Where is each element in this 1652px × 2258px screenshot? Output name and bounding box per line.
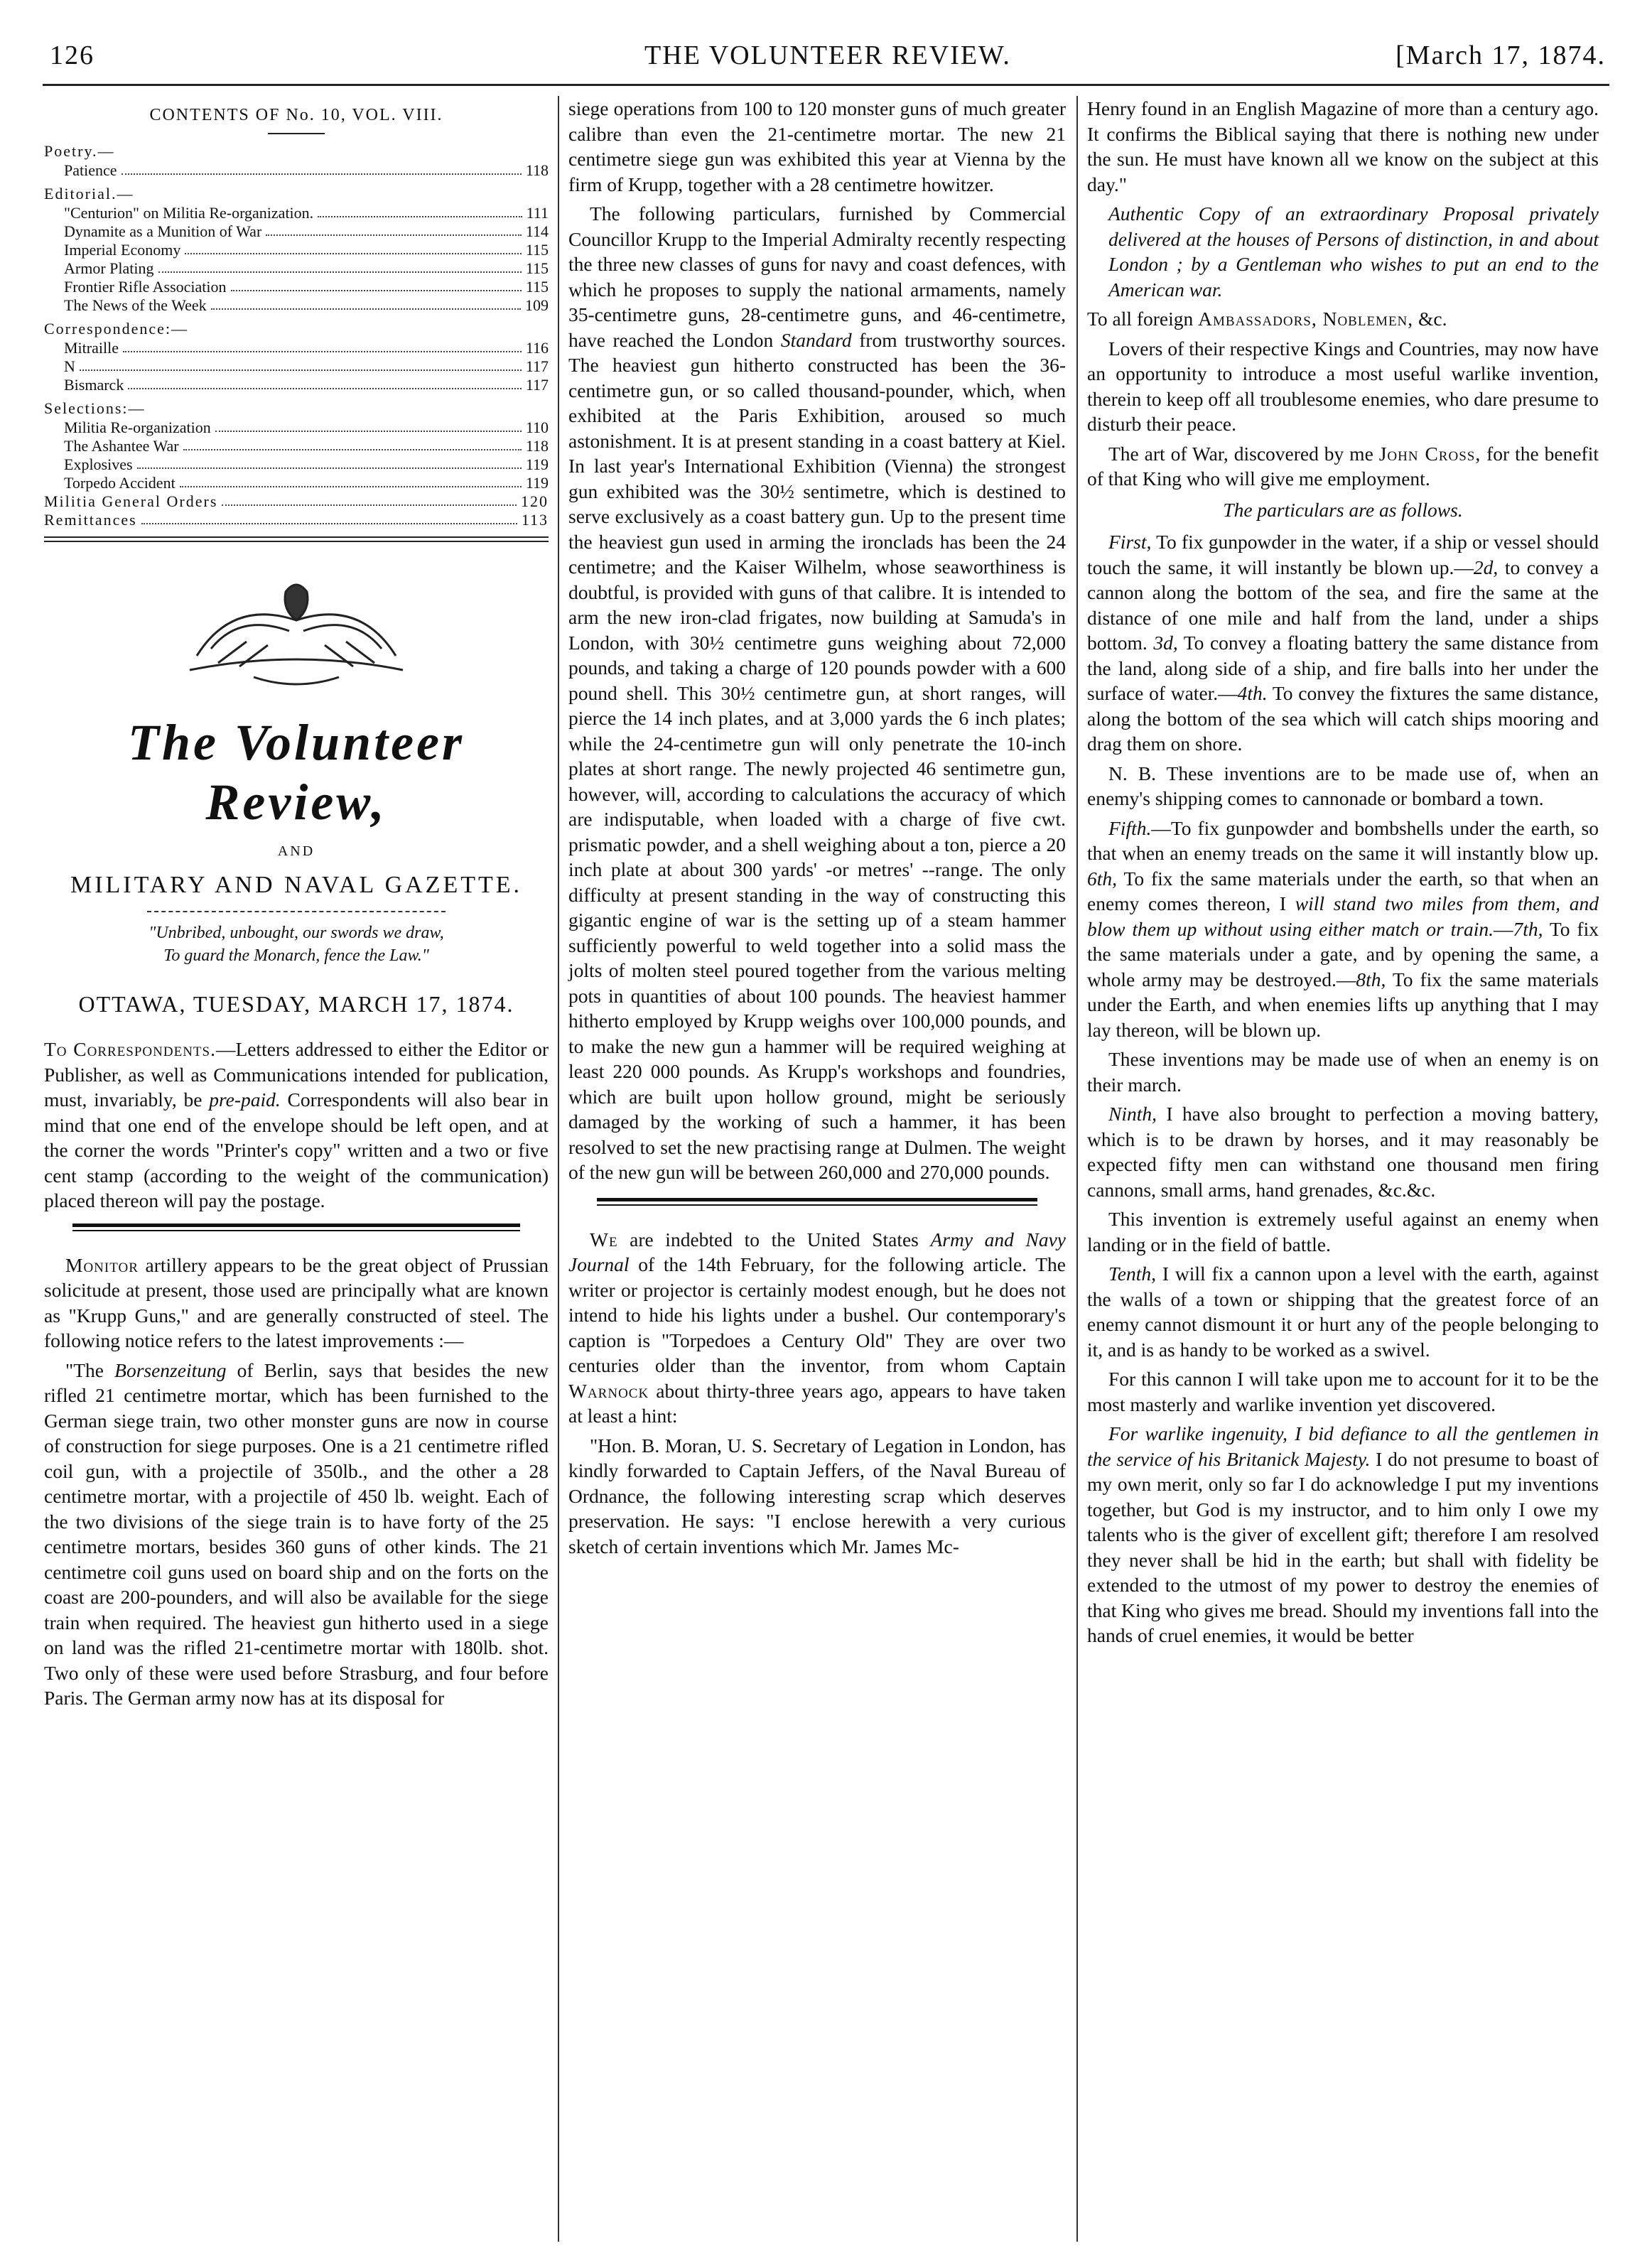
article-paragraph — [1087, 529, 1599, 757]
contents-page-number: 119 — [525, 473, 549, 492]
contents-page-number: 111 — [526, 203, 549, 222]
contents-page-number: 118 — [525, 436, 549, 455]
contents-entry-title: Militia Re-organization — [64, 418, 211, 436]
leader-dots — [80, 357, 522, 371]
notice-emphasis: pre-paid. — [209, 1089, 281, 1111]
contents-entry — [44, 259, 549, 278]
leader-dots — [266, 222, 522, 236]
ordinal: Tenth, — [1108, 1263, 1156, 1285]
contents-page-number: 120 — [521, 492, 549, 510]
contents-entry-title: Imperial Economy — [64, 240, 181, 259]
leader-dots — [215, 418, 522, 432]
ordinal: 8th, — [1356, 968, 1386, 990]
correspondents-notice — [44, 1037, 549, 1214]
section-rule — [72, 1223, 520, 1227]
page-number: 126 — [50, 40, 95, 70]
newspaper-name: Standard — [780, 328, 852, 351]
address-line — [1087, 306, 1599, 332]
page-title: THE VOLUNTEER REVIEW. — [644, 40, 1011, 70]
contents-section-heading — [44, 511, 549, 529]
article-text: To fix gunpowder in the water, if a ship or vessel should touch the same, it will instantly be blown up.— — [1087, 531, 1599, 578]
contents-entry — [44, 204, 549, 222]
article-paragraph: Lovers of their respective Kings and Countries, may now have an opportunity to introduce a most useful warlike invention, therein to keep off all troublesome enemies, who dare presume to disturb their peace. — [1087, 337, 1599, 435]
contents-section-heading: Editorial.— — [44, 184, 134, 202]
article-text: —To fix gunpowder and bombshells under the earth, so that when an enemy treads on the same it will instantly blow up. — [1087, 816, 1599, 864]
notice-text: —Letters addressed to either the Editor or Publisher, as well as Communications intended for publication, must, invariably, be — [44, 1038, 549, 1111]
ordinal: Fifth. — [1108, 816, 1152, 839]
dateline: OTTAWA, TUESDAY, MARCH 17, 1874. — [78, 990, 514, 1017]
column-2 — [568, 96, 1066, 1563]
motto-line: To guard the Monarch, fence the Law." — [163, 946, 429, 965]
person-name: John Cross, — [1378, 442, 1481, 465]
article-paragraph: Henry found in an English Magazine of more than a century ago. It confirms the Biblical saying that there is nothing new under the sun. He must have known all we know on the subject at this day." — [1087, 97, 1599, 195]
running-head — [50, 40, 1606, 82]
header-rule — [43, 84, 1609, 86]
contents-page-number: 117 — [525, 375, 549, 394]
journal-name: Army and Navy Journal — [568, 1228, 1066, 1275]
leader-dots — [211, 296, 521, 310]
contents-page-number: 114 — [525, 222, 549, 240]
contents-entry — [44, 418, 549, 437]
article-text: The art of War, discovered by me — [1108, 442, 1379, 465]
ordinal: Ninth, — [1108, 1103, 1157, 1125]
article-text: To fix the same materials under a gate, and by opening the same, a whole army may be destroyed.— — [1087, 917, 1599, 990]
ordinal: 3d, — [1153, 632, 1178, 654]
masthead-title: The Volunteer Review, — [127, 713, 465, 831]
contents-page-number: 115 — [525, 277, 549, 296]
contents-page-number: 113 — [521, 510, 549, 529]
contents-entry — [44, 161, 549, 180]
article-text: To convey a floating battery the same distance from the land, along side of a ship, and fire balls into her under the surface of water.— — [1087, 632, 1599, 704]
article-text: Ambassadors, Noblemen, — [1198, 308, 1414, 330]
ordinal: 7th, — [1513, 917, 1543, 940]
leader-dots — [180, 474, 522, 487]
column-1 — [44, 96, 549, 1715]
article-paragraph: siege operations from 100 to 120 monster guns of much greater calibre than even the 21-centimetre mortar. The new 21 centimetre siege gun was exhibited this year at Vienna by the firm of Krupp, together with a 28 centimetre howitzer. — [568, 97, 1066, 195]
ordinal: 2d, — [1473, 556, 1499, 578]
article-text: To convey the fixtures the same distance, along the bottom of the sea which will catch ships mooring and drag them on shore. — [1087, 682, 1599, 755]
article-lead: We — [590, 1228, 618, 1250]
contents-section-label: Militia General Orders — [44, 492, 218, 510]
section-rule — [72, 1230, 520, 1231]
article-paragraph — [568, 1227, 1066, 1429]
contents-entry — [44, 296, 549, 315]
leader-dots — [122, 161, 522, 175]
leader-dots — [128, 376, 521, 389]
article-paragraph — [1087, 1101, 1599, 1202]
contents-page-number: 115 — [525, 259, 549, 277]
article-text: To all foreign — [1087, 308, 1199, 330]
contents-entry-title: Frontier Rifle Association — [64, 277, 227, 296]
ordinal: 4th. — [1237, 682, 1268, 704]
contents-page-number: 117 — [525, 357, 549, 375]
contents-section-label: Remittances — [44, 510, 137, 529]
ordinal: First, — [1108, 531, 1152, 553]
article-text: I will fix a cannon upon a level with the earth, against the walls of a town or shipping that the greatest force of an enemy cannot dismount it or hurt any of the people belonging to it, and is as handy to be worked as a swivel. — [1087, 1263, 1599, 1361]
leader-dots — [185, 241, 521, 254]
article-text: The following particulars, furnished by Commercial Councillor Krupp to the Imperial Admiralty recently respecting the three new classes of guns for navy and coast defences, with which he proposes to supply the national armaments, namely 35-centimetre guns, 28-centimetre guns, and 46-centimetre, have reached the London — [568, 202, 1066, 351]
column-3 — [1087, 96, 1599, 1653]
article-paragraph — [1087, 816, 1599, 1043]
article-emphasis: For warlike ingenuity, I bid defiance to all the gentlemen in the service of his Britanick Majesty. — [1087, 1422, 1599, 1470]
leader-dots — [183, 437, 522, 450]
contents-entry-title: Armor Plating — [64, 259, 154, 277]
contents-page-number: 109 — [525, 296, 549, 314]
leader-dots — [158, 259, 522, 273]
article-text: "The — [65, 1358, 115, 1381]
article-paragraph — [44, 1358, 549, 1711]
article-paragraph — [44, 1253, 549, 1354]
leader-dots — [123, 339, 522, 352]
contents-entry-title: Dynamite as a Munition of War — [64, 222, 262, 240]
article-paragraph: N. B. These inventions are to be made use of, when an enemy's shipping comes to cannonade or bombard a town. — [1087, 762, 1599, 809]
contents-page-number: 115 — [525, 240, 549, 259]
article-text: To fix the same materials under the Earth, and when enemies lifts up anything that I may lay thereon, will be blown up. — [1087, 968, 1599, 1041]
contents-entry — [44, 357, 549, 376]
article-paragraph: For this cannon I will take upon me to account for it to be the most masterly and warlike invention yet discovered. — [1087, 1368, 1599, 1415]
person-name: Warnock — [568, 1379, 649, 1402]
contents-entry — [44, 241, 549, 259]
article-paragraph: "Hon. B. Moran, U. S. Secretary of Legation in London, has kindly forwarded to Captain Jeffers, of the Naval Bureau of Ordnance, the following interesting scrap which deserves preservation. He says: "I enclose herewith a very curious sketch of certain inventions which Mr. James Mc- — [568, 1434, 1066, 1557]
article-lead: Monitor — [65, 1253, 139, 1276]
contents-page-number: 119 — [525, 455, 549, 473]
leader-dots — [318, 204, 522, 217]
column-divider — [1076, 96, 1078, 2242]
article-text: from trustworthy sources. The heaviest gun hitherto constructed has been the 36-centimetre gun, or so called thousand-pounder, which, when exhibited at the Paris Exhibition, aroused so much astonishment. It is at present standing in a coast battery at Kiel. In last year's International Exhibition (Vienna) the strongest gun exhibited was the 30½ sentimetre, which is destined to serve exclusively as a coast battery gun. Up to the present time the heaviest gun used in arming the ironclads has been the 24 centimetre; and the Kaiser Wilhelm, whose seaworthiness is doubtful, is provided with guns of that calibre. It is intended to arm the new iron-clad frigates, now building at Samuda's in London, with 30½ centimetre guns weighing about 72,000 pounds, and taking a charge of 120 pounds powder with a 600 pound shell. This 30½ centimetre gun, at short ranges, will pierce the 14 inch plates, and at 3,000 yards the 6 inch plates; while the 24-centimetre gun will only penetrate the 10-inch plates at short range. The newly projected 46 sentimetre gun, however, will, according to calculations the accuracy of which are indisputable, when loaded with a charge of five cwt. prismatic powder, and a shell weighing about a ton, pierce a 20 inch plate at about 300 yards' -or metres' --range. The only difficulty at present standing in the way of constructing this gigantic engine of war is the setting up of a steam hammer sufficiently powerful to weld together into a solid mass the jolts of molten steel poured together from the various melting pots in quantities of about 100 pounds. The heaviest hammer hitherto employed by Krupp weighs over 100,000 pounds, and to make the new gun a hammer will be required weighing at least 220 000 pounds. As Krupp's workshops and foundries, which are built upon hollow ground, might be seriously damaged by the working of such a hammer, it has been resolved to set the new practising range at Dulmen. The weight of the new gun will be between 260,000 and 270,000 pounds. — [568, 328, 1066, 1183]
contents-entry-title: Bismarck — [64, 375, 124, 394]
contents-page-number: 110 — [525, 418, 549, 436]
leader-dots — [231, 278, 522, 291]
article-text: to convey a cannon along the bottom of the sea, and fire the same at the distance of one mile and half from the land, under a ships bottom. — [1087, 556, 1599, 654]
article-text: of Berlin, says that besides the new rifled 21 centimetre mortar, which has been furnished to the German siege train, two other monster guns are now in course of construction for siege purposes. One is a 21 centimetre rifled coil gun, with a projectile of 350lb., and the other a 28 centimetre mortar, with a projectile of 450 lb. weight. Each of the two divisions of the siege train is to have forty of the 25 centimetre mortars, besides 360 guns of other kinds. The 21 centimetre coil guns used on board ship and on the forts on the coast are 200-pounders, and will also be available for the siege train when required. The heaviest gun hitherto used in a siege on land was the rifled 21-centimetre mortar with 180lb. shot. Two only of these were used before Strasburg, and four before Paris. The German army now has at its disposal for — [44, 1358, 549, 1709]
contents-entry — [44, 222, 549, 241]
article-text: are indebted to the United States — [617, 1228, 931, 1250]
section-rule — [597, 1204, 1037, 1206]
contents-entry-title: "Centurion" on Militia Re-organization. — [64, 203, 314, 222]
masthead-subtitle: MILITARY AND NAVAL GAZETTE. — [70, 872, 523, 898]
article-emphasis: will stand two miles from them, and blow them up without using either match or train. — [1087, 892, 1599, 940]
contents-entry-title: Explosives — [64, 455, 133, 473]
notice-lead: To Correspondents. — [44, 1038, 216, 1060]
contents-entry-title: N — [64, 357, 75, 375]
article-paragraph — [568, 201, 1066, 1185]
article-paragraph: These inventions may be made use of when an enemy is on their march. — [1087, 1048, 1599, 1096]
article-text: &c. — [1413, 308, 1447, 330]
contents-entry — [44, 455, 549, 474]
contents-page-number: 116 — [525, 338, 549, 357]
article-text: I do not presume to boast of my own merit, only so far I do acknowledge I put my inventions together, but God is my instructor, and to him only I owe my talents who is the giver of excellent gift; therefore I am resolved they never shall be hid in the earth; but shall with fidelity be extended to the utmost of my power to destroy the enemies of that King who gives me bread. Should my inventions fall into the hands of cruel enemies, it would be better — [1087, 1447, 1599, 1646]
contents-end-rule — [44, 536, 549, 542]
issue-date: [March 17, 1874. — [1395, 40, 1606, 70]
article-text: for the benefit of that King who will give me employment. — [1087, 442, 1599, 490]
article-text: of the 14th February, for the following article. The writer or projector is certainly modest enough, but he does not intend to hide his lights under a bushel. Our contemporary's caption is "Torpedoes a Century Old" They are over two centuries older than the inventor, from whom Captain — [568, 1253, 1066, 1376]
contents-entry-title: Torpedo Accident — [64, 473, 176, 492]
article-text: artillery appears to be the great object of Prussian solicitude at present, those used are principally what are known as "Krupp Guns," and are generally constructed of steel. The following notice refers to the latest improvements :— — [44, 1253, 549, 1351]
article-paragraph — [1087, 441, 1599, 492]
article-text: To fix the same materials under the earth, so that when an enemy comes thereon, I — [1087, 867, 1599, 914]
contents-entry — [44, 339, 549, 357]
contents-entry-title: The Ashantee War — [64, 436, 179, 455]
contents-entry — [44, 437, 549, 455]
contents-list — [44, 141, 549, 529]
contents-section-heading: Correspondence:— — [44, 319, 189, 337]
masthead-and: AND — [277, 843, 315, 859]
leader-dots — [137, 455, 522, 469]
contents-section-heading: Selections:— — [44, 399, 146, 417]
leader-dots — [222, 492, 517, 506]
contents-entry — [44, 474, 549, 492]
article-text: — — [1493, 917, 1513, 940]
newspaper-name: Borsenzeitung — [114, 1358, 227, 1381]
particulars-heading: The particulars are as follows. — [1223, 498, 1463, 521]
article-paragraph — [1087, 1261, 1599, 1362]
notice-text: Correspondents will also bear in mind that one end of the envelope should be left open, and at the corner the words "Printer's copy" written and a two or five cent stamp (according to the weight of the communication) placed thereon will pay the postage. — [44, 1089, 549, 1211]
contents-section-heading: Poetry.— — [44, 141, 115, 160]
contents-entry-title: Mitraille — [64, 338, 119, 357]
motto-line: "Unbribed, unbought, our swords we draw, — [149, 923, 444, 942]
contents-entry-title: Patience — [64, 161, 117, 179]
ordinal: 6th, — [1087, 867, 1118, 890]
article-paragraph — [1087, 1421, 1599, 1648]
contents-rule — [268, 133, 325, 134]
leader-dots — [141, 511, 517, 524]
contents-entry — [44, 376, 549, 394]
contents-entry-title: The News of the Week — [64, 296, 207, 314]
section-rule — [597, 1198, 1037, 1201]
contents-page-number: 118 — [525, 161, 549, 179]
contents-title: CONTENTS OF No. 10, VOL. VIII. — [149, 106, 443, 124]
contents-section-heading — [44, 492, 549, 511]
article-text: I have also brought to perfection a moving battery, which is to be drawn by horses, and it may reasonably be expected fifty men can withstand one thousand men firing cannons, small arms, hand grenades, &c.&c. — [1087, 1103, 1599, 1201]
ornamental-rule — [147, 911, 446, 912]
column-divider — [558, 96, 559, 2242]
article-text: about thirty-three years ago, appears to have taken at least a hint: — [568, 1379, 1066, 1427]
contents-entry — [44, 278, 549, 296]
article-heading: Authentic Copy of an extraordinary Proposal privately delivered at the houses of Persons of distinction, in and about London ; by a Gentleman who wishes to put an end to the American war. — [1108, 202, 1599, 301]
article-paragraph: This invention is extremely useful against an enemy when landing or in the field of battle. — [1087, 1208, 1599, 1255]
eagle-emblem-icon — [168, 571, 424, 691]
